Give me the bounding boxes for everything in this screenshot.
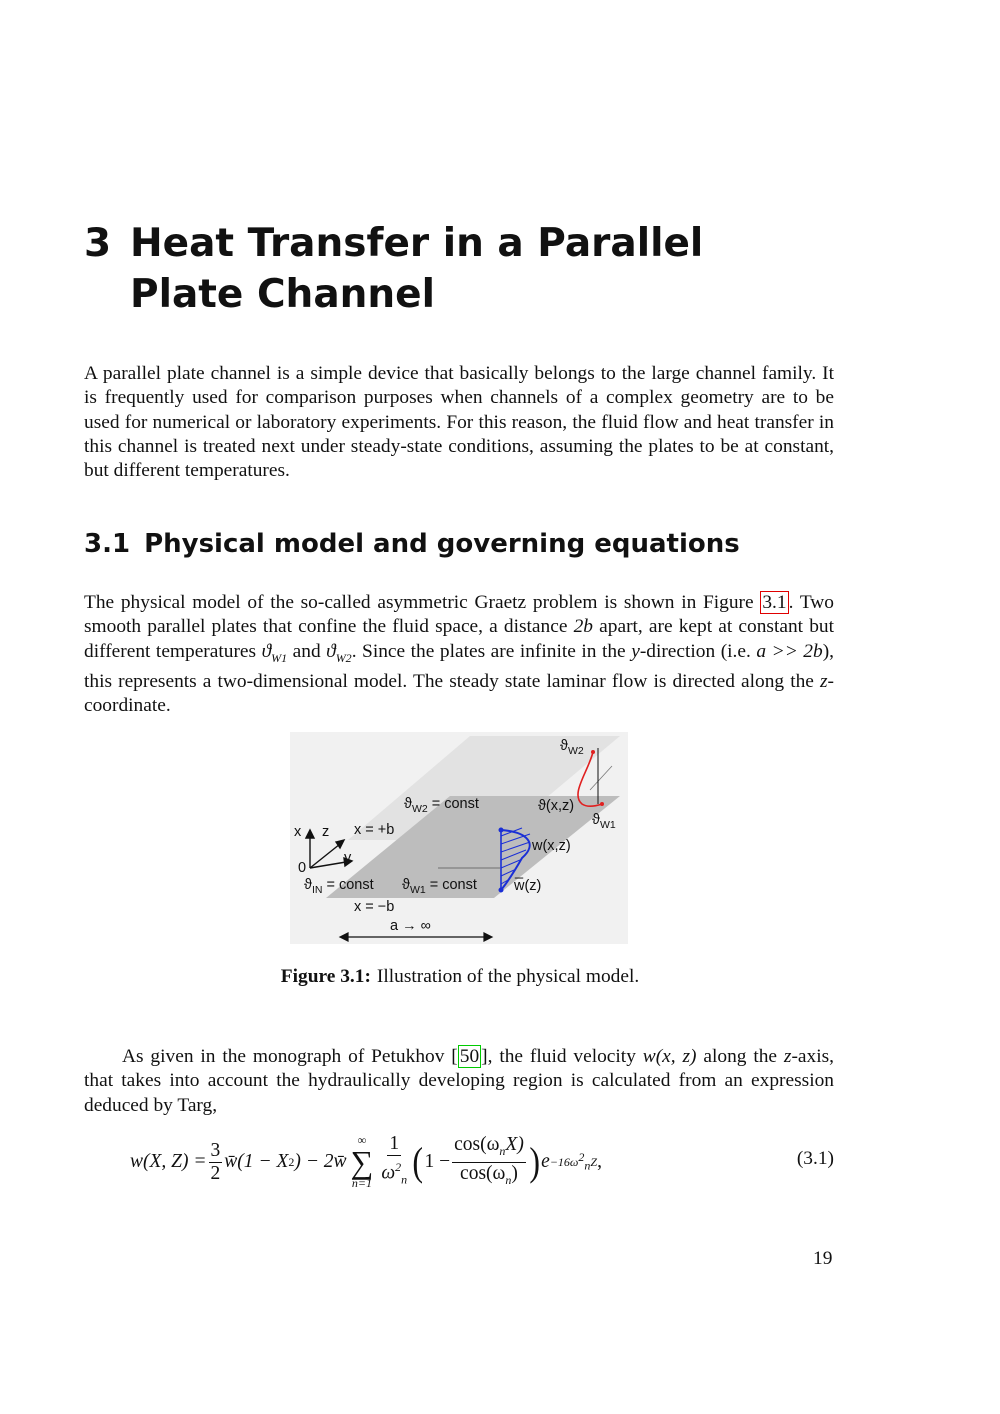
label-origin: 0 [298, 860, 307, 876]
citation-link[interactable]: 50 [459, 1046, 480, 1067]
eq-lhs: w(X, Z) = [130, 1151, 207, 1172]
eq-subscript: n [401, 1172, 408, 1187]
eq-exp-power: −16ω [549, 1155, 579, 1170]
eq-subscript: n [505, 1172, 512, 1187]
math-w-expression: w(x, z) [642, 1046, 697, 1067]
eq-sum-symbol: ∑ [350, 1144, 374, 1180]
math-sub: W2 [335, 650, 352, 665]
intro-paragraph: A parallel plate channel is a simple device that basically belongs to the large channel family. It is frequently used for comparison purposes when channels of a complex geometry are to be used for numerical or laboratory experiments. For this reason, the fluid flow and heat transfer in this channel is treated next under steady-state conditions, assuming the plates to be at constant, but different temperatures. [84, 363, 834, 482]
label-w-xz: w(x,z) [532, 838, 571, 854]
eq-cos: cos(ω [454, 1133, 500, 1155]
label-y-axis: y [344, 850, 352, 866]
eq-exponent [550, 1150, 597, 1173]
profile-point [499, 888, 503, 892]
eq-superscript: 2 [578, 1150, 585, 1165]
eq-right-paren: ) [529, 1139, 540, 1184]
math-theta-w2: ϑ [326, 640, 336, 662]
eq-fraction [379, 1133, 409, 1190]
eq-trailing: , [597, 1151, 602, 1172]
eq-term: w̄(1 − X [224, 1151, 289, 1172]
eq-numerator: 1 [389, 1133, 400, 1155]
eq-numerator: 3 [210, 1139, 221, 1161]
eq-superscript: 2 [395, 1160, 402, 1175]
section-number: 3.1 [84, 529, 131, 559]
equation-number: (3.1) [796, 1148, 834, 1169]
figure-caption [0, 965, 920, 989]
chapter-number: 3 [84, 221, 112, 266]
label-theta-w2-top: $ϑ_{W2}$ [560, 738, 584, 757]
text-run: . [788, 592, 794, 613]
text-run: The physical model of the so-called asymmetric Graetz problem is shown in Figure [84, 592, 761, 613]
eq-superscript: 2 [288, 1154, 295, 1169]
label-a-infinity: a → ∞ [390, 918, 431, 934]
eq-sum-upper: ∞ [357, 1133, 367, 1147]
eq-left-paren: ( [412, 1139, 424, 1184]
eq-exp-end: Z [590, 1155, 598, 1170]
label-w-bar-z: w̅(z) [514, 878, 542, 894]
math-z: z [819, 670, 828, 692]
figure-svg [290, 732, 628, 944]
label-theta-in: $ϑ_{IN}$ = const [304, 877, 374, 896]
label-z-axis: z [322, 824, 330, 840]
text-run: , the fluid velocity [487, 1046, 643, 1067]
label-theta-xz: ϑ(x,z) [538, 798, 575, 814]
eq-term: ) − 2w̄ [294, 1151, 347, 1172]
text-run: along the [696, 1046, 784, 1067]
eq-numerator [452, 1134, 526, 1163]
eq-summation [351, 1134, 374, 1190]
eq-sum-lower: n=1 [351, 1176, 372, 1190]
math-theta-w1: ϑ [261, 640, 272, 662]
profile-point [499, 828, 503, 832]
label-theta-w2-const: $ϑ_{W2}$ = const [404, 796, 479, 815]
math-z: z [783, 1046, 792, 1067]
math-condition: a >> 2b [756, 640, 823, 662]
eq-subscript: n [499, 1143, 506, 1158]
eq-denominator [458, 1163, 520, 1191]
eq-fraction [209, 1140, 223, 1185]
temperature-point [600, 802, 604, 806]
math-sub: W1 [271, 650, 288, 665]
eq-exp-base: e [541, 1151, 550, 1172]
caption-text: Illustration of the physical model. [376, 966, 640, 987]
monograph-paragraph: As given in the monograph of Petukhov [ 50 ], the fluid velocity w(x, z) along the z-axis, that takes into account the hydraulically developing region is calculated from an expression deduced by Targ, [84, 1046, 835, 1116]
eq-omega: ω [381, 1162, 396, 1184]
text-run: -direction (i.e. [639, 640, 757, 662]
label-x-plus-b: x = +b [354, 822, 395, 838]
eq-term: 1 − [424, 1151, 451, 1172]
caption-label: Figure 3.1: [280, 966, 371, 987]
text-run: Two smooth parallel plates that confine the fluid space, a distance [84, 592, 835, 638]
eq-term: ) [511, 1162, 518, 1184]
math-distance: 2b [573, 616, 593, 638]
model-paragraph [84, 591, 834, 718]
text-run: -axis, that takes into account the hydraulically developing region is calculated from an expression deduced by Targ, [84, 1046, 835, 1116]
text-run: and [287, 640, 327, 662]
text-run: -coordinate. [84, 670, 834, 717]
page-number: 19 [813, 1248, 833, 1269]
math-y: y [631, 640, 640, 662]
section-title-text: Physical model and governing equations [144, 529, 740, 559]
temperature-point [591, 750, 595, 754]
label-theta-w1-const: $ϑ_{W1}$ = const [402, 877, 477, 896]
text-run: ), this represents a two-dimensional model. The steady state laminar flow is directed along the [84, 640, 835, 692]
text-run: apart, are kept at constant but different temperatures [84, 616, 834, 662]
eq-subscript: n [584, 1158, 591, 1173]
eq-denominator [379, 1156, 409, 1190]
eq-fraction [452, 1134, 526, 1191]
eq-denominator: 2 [210, 1162, 221, 1184]
text-run: . Since the plates are infinite in the [351, 640, 632, 662]
section-title [84, 528, 740, 560]
equation-body [130, 1126, 602, 1198]
eq-cos: cos(ω [460, 1162, 506, 1184]
label-x-minus-b: x = −b [354, 899, 395, 915]
text-run: As given in the monograph of Petukhov [122, 1046, 452, 1067]
equation-3-1 [130, 1126, 834, 1198]
label-theta-w1-right: $ϑ_{W1}$ [592, 812, 616, 831]
eq-term: X) [505, 1133, 524, 1155]
label-x-axis: x [294, 824, 302, 840]
figure-reference-link[interactable]: 3.1 [762, 592, 787, 613]
chapter-title-text: Heat Transfer in a Parallel Plate Channel [130, 221, 704, 317]
physical-model-figure [290, 732, 628, 944]
